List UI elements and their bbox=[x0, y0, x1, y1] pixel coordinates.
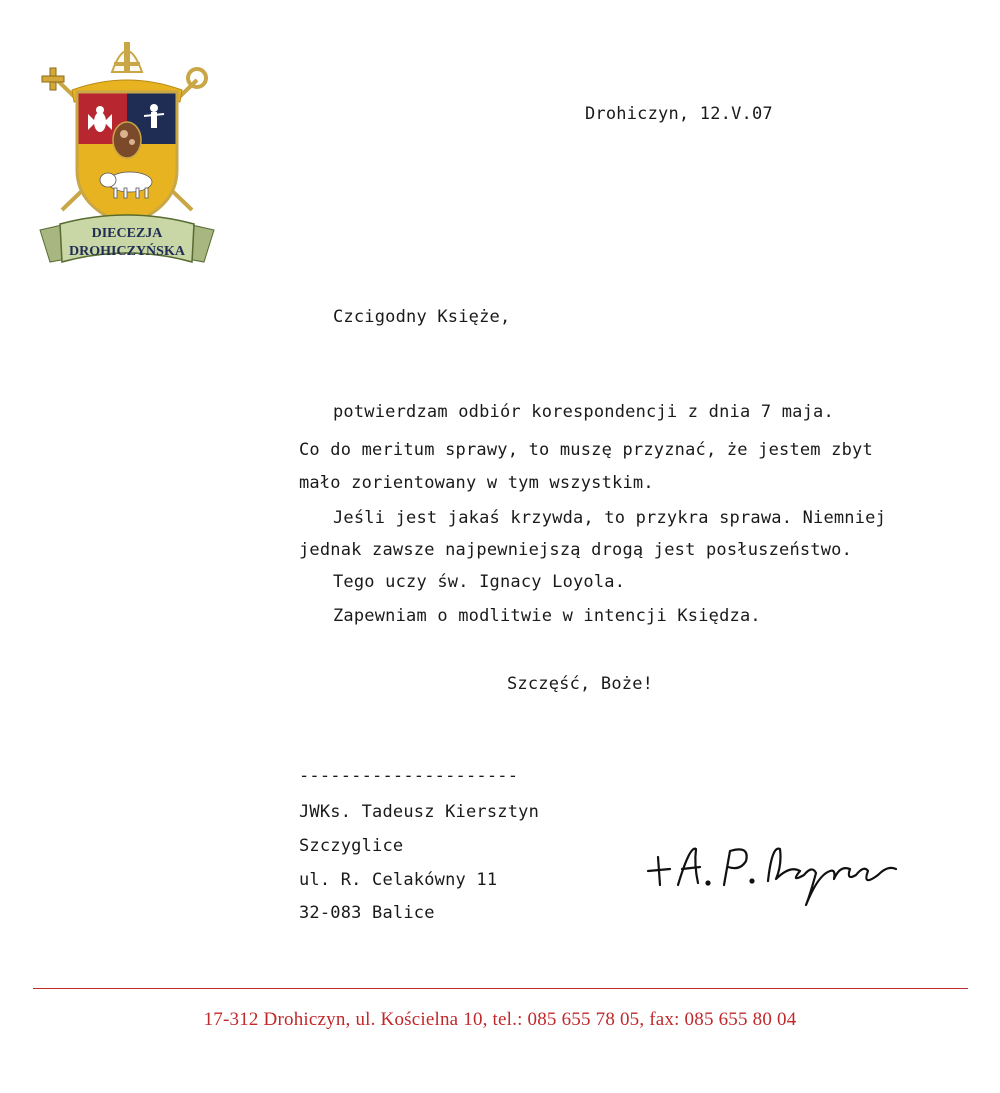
footer-address: 17-312 Drohiczyn, ul. Kościelna 10, tel.: 085 655 78 05, fax: 085 655 80 04 bbox=[203, 1009, 797, 1030]
crosier-head-icon bbox=[188, 69, 206, 87]
recipient-place: Szczyglice bbox=[299, 836, 404, 856]
recipient-street: ul. R. Celakówny 11 bbox=[299, 870, 498, 890]
banner-line1: DIECEZJA bbox=[91, 226, 163, 241]
salutation: Czcigodny Księże, bbox=[333, 307, 511, 327]
shield bbox=[77, 92, 177, 229]
body-line-3: mało zorientowany w tym wszystkim. bbox=[299, 473, 654, 493]
body-line-7: Zapewniam o modlitwie w intencji Księdza. bbox=[333, 606, 761, 626]
diocese-banner bbox=[40, 215, 214, 262]
cross-icon bbox=[42, 68, 64, 90]
body-line-5: jednak zawsze najpewniejszą drogą jest posłuszeństwo. bbox=[299, 540, 853, 560]
footer-rule bbox=[33, 988, 968, 989]
recipient-name: JWKs. Tadeusz Kiersztyn bbox=[299, 802, 540, 822]
body-line-1: potwierdzam odbiór korespondencji z dnia 7 maja. bbox=[333, 402, 834, 422]
body-line-2: Co do meritum sprawy, to muszę przyznać, że jestem zbyt bbox=[299, 440, 873, 460]
body-line-6: Tego uczy św. Ignacy Loyola. bbox=[333, 572, 626, 592]
recipient-postal: 32-083 Balice bbox=[299, 903, 435, 923]
separator-line: --------------------- bbox=[299, 766, 519, 786]
handwritten-signature bbox=[640, 835, 910, 910]
mitre-icon bbox=[112, 42, 142, 72]
closing: Szczęść, Boże! bbox=[507, 674, 654, 694]
madonna-icon bbox=[113, 122, 141, 158]
diocese-coat-of-arms bbox=[32, 30, 222, 280]
body-line-4: Jeśli jest jakaś krzywda, to przykra sprawa. Niemniej bbox=[333, 508, 887, 528]
letter-date: Drohiczyn, 12.V.07 bbox=[585, 104, 773, 124]
banner-line2: DROHICZYŃSKA bbox=[69, 244, 185, 259]
